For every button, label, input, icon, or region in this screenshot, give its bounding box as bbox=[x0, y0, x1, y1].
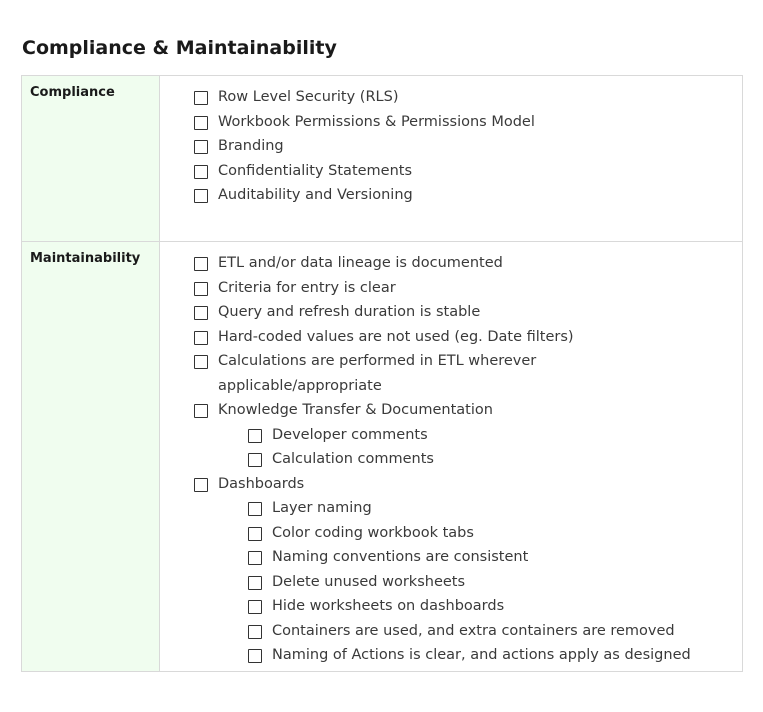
checklist-item-dashboards[interactable] bbox=[194, 472, 742, 497]
checklist-item-query-refresh[interactable] bbox=[194, 300, 742, 325]
checklist-subitem-color-coding[interactable] bbox=[248, 521, 742, 546]
checklist-item-label: Color coding workbook tabs bbox=[272, 524, 474, 541]
checkbox[interactable] bbox=[248, 453, 262, 467]
checklist-subitem-delete-worksheets[interactable] bbox=[248, 570, 742, 595]
checklist-item-etl-lineage[interactable] bbox=[194, 251, 742, 276]
checkbox[interactable] bbox=[194, 165, 208, 179]
checkbox[interactable] bbox=[194, 189, 208, 203]
checklist-subitem-containers[interactable] bbox=[248, 619, 742, 644]
checklist-item-calculations-etl[interactable] bbox=[194, 349, 742, 398]
checkbox[interactable] bbox=[194, 91, 208, 105]
checklist-subitem-naming-actions[interactable] bbox=[248, 643, 742, 668]
checklist-item-label: Delete unused worksheets bbox=[272, 573, 466, 590]
checkbox[interactable] bbox=[248, 576, 262, 590]
checkbox[interactable] bbox=[194, 478, 208, 492]
checklist-item-confidentiality[interactable] bbox=[194, 159, 742, 184]
checklist-item-knowledge-transfer[interactable] bbox=[194, 398, 742, 423]
checklist-item-label: Hide worksheets on dashboards bbox=[272, 598, 505, 614]
checklist-item-label: Branding bbox=[218, 138, 284, 154]
checklist-item-label: Layer naming bbox=[272, 500, 372, 516]
checklist-subitem-hide-worksheets[interactable] bbox=[248, 594, 742, 619]
checklist-item-criteria[interactable] bbox=[194, 276, 742, 301]
compliance-items bbox=[160, 76, 742, 241]
checkbox[interactable] bbox=[194, 257, 208, 271]
checklist-item-label: Row Level Security (RLS) bbox=[218, 89, 399, 105]
checkbox[interactable] bbox=[194, 355, 208, 369]
checklist-item-label: Naming of Actions is clear, and actions apply as designed bbox=[272, 647, 691, 663]
checklist-subitem-layer-naming[interactable] bbox=[248, 496, 742, 521]
checklist-item-label: ETL and/or data lineage is documented bbox=[218, 255, 503, 271]
checkbox[interactable] bbox=[194, 116, 208, 130]
checklist-item-label: Criteria for entry is clear bbox=[218, 279, 396, 296]
checklist-subitem-calculation-comments[interactable] bbox=[248, 447, 742, 472]
maintainability-row bbox=[22, 241, 742, 671]
checklist-item-label: Confidentiality Statements bbox=[218, 162, 413, 179]
checkbox[interactable] bbox=[248, 600, 262, 614]
checkbox[interactable] bbox=[194, 306, 208, 320]
checkbox[interactable] bbox=[248, 527, 262, 541]
checklist-item-rls[interactable] bbox=[194, 85, 742, 110]
checkbox[interactable] bbox=[248, 649, 262, 663]
checklist-item-branding[interactable] bbox=[194, 134, 742, 159]
checkbox[interactable] bbox=[194, 282, 208, 296]
checklist-item-auditability[interactable] bbox=[194, 183, 742, 208]
checklist-item-label: Query and refresh duration is stable bbox=[218, 304, 481, 320]
checklist-item-label: Hard-coded values are not used (eg. Date filters) bbox=[218, 328, 574, 345]
checklist-table bbox=[21, 75, 743, 672]
checklist-subitem-naming-conventions[interactable] bbox=[248, 545, 742, 570]
checklist-item-label: Auditability and Versioning bbox=[218, 187, 413, 203]
checklist-item-hard-coded[interactable] bbox=[194, 325, 742, 350]
checkbox[interactable] bbox=[194, 140, 208, 154]
maintainability-items bbox=[160, 242, 742, 671]
checkbox[interactable] bbox=[248, 502, 262, 516]
checklist-item-label: Dashboards bbox=[218, 475, 305, 492]
maintainability-label: Maintainability bbox=[22, 242, 160, 671]
checklist-item-label: Knowledge Transfer & Documentation bbox=[218, 402, 493, 418]
checklist-item-label: Developer comments bbox=[272, 426, 428, 443]
compliance-row bbox=[22, 76, 742, 241]
checkbox[interactable] bbox=[248, 625, 262, 639]
checkbox[interactable] bbox=[248, 551, 262, 565]
checklist-item-permissions[interactable] bbox=[194, 110, 742, 135]
checklist-item-label: Naming conventions are consistent bbox=[272, 549, 529, 565]
checklist-item-label: Containers are used, and extra containers are removed bbox=[272, 622, 675, 639]
page-title: Compliance & Maintainability bbox=[22, 37, 337, 59]
checkbox[interactable] bbox=[194, 404, 208, 418]
compliance-label: Compliance bbox=[22, 76, 160, 241]
checklist-item-label: Calculation comments bbox=[272, 451, 434, 467]
checklist-item-label: Workbook Permissions & Permissions Model bbox=[218, 113, 535, 130]
checkbox[interactable] bbox=[248, 429, 262, 443]
checklist-subitem-developer-comments[interactable] bbox=[248, 423, 742, 448]
checklist-item-label: Calculations are performed in ETL wherever applicable/appropriate bbox=[218, 353, 537, 394]
checkbox[interactable] bbox=[194, 331, 208, 345]
